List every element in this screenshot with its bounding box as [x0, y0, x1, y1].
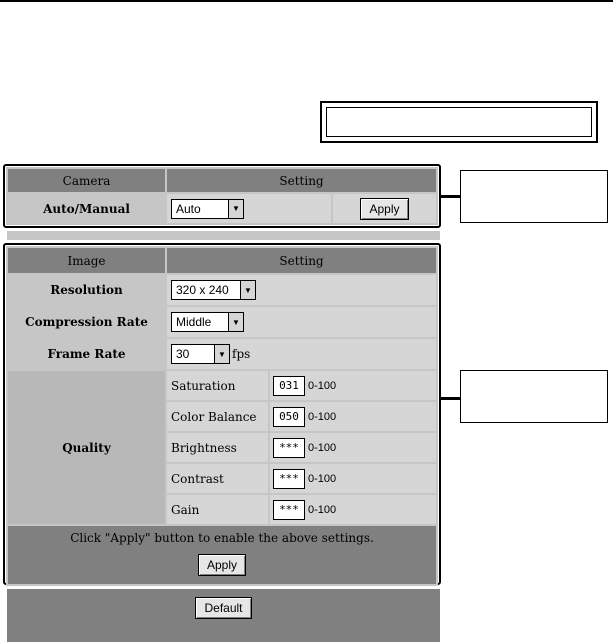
gain-range: 0-100: [308, 503, 337, 516]
saturation-range: 0-100: [308, 379, 337, 392]
camera-setting-header: Setting: [167, 169, 436, 192]
saturation-input[interactable]: 031: [273, 376, 305, 396]
resolution-label: Resolution: [8, 275, 165, 305]
quality-label: Quality: [8, 371, 165, 524]
brightness-input[interactable]: ***: [273, 438, 305, 458]
brightness-range: 0-100: [308, 441, 337, 454]
chevron-down-icon: ▼: [228, 200, 243, 218]
frame-rate-unit: fps: [232, 347, 251, 361]
contrast-label: Contrast: [167, 464, 268, 493]
image-header: Image: [8, 248, 165, 273]
quality-callout-connector: [441, 397, 461, 400]
auto-manual-label: Auto/Manual: [8, 194, 165, 223]
section-divider: [7, 231, 440, 240]
saturation-label: Saturation: [167, 371, 268, 400]
compression-rate-label: Compression Rate: [8, 307, 165, 337]
resolution-select[interactable]: 320 x 240 ▼: [171, 280, 256, 300]
image-setting-header: Setting: [167, 248, 436, 273]
image-table: [6, 246, 438, 586]
gain-input[interactable]: ***: [273, 500, 305, 520]
color-balance-label: Color Balance: [167, 402, 268, 431]
gain-label: Gain: [167, 495, 268, 524]
camera-table: [6, 167, 438, 225]
contrast-range: 0-100: [308, 472, 337, 485]
auto-manual-select[interactable]: Auto ▼: [171, 199, 244, 219]
camera-apply-button[interactable]: Apply: [360, 198, 408, 220]
chevron-down-icon: ▼: [240, 281, 255, 299]
camera-callout-box: [460, 170, 608, 223]
color-balance-range: 0-100: [308, 410, 337, 423]
top-rule: [0, 0, 613, 2]
header-placeholder-box: [320, 101, 598, 143]
compression-rate-select[interactable]: Middle ▼: [171, 312, 244, 332]
default-section: [7, 589, 440, 642]
frame-rate-select[interactable]: 30 ▼: [171, 344, 230, 364]
chevron-down-icon: ▼: [228, 313, 243, 331]
brightness-label: Brightness: [167, 433, 268, 462]
frame-rate-label: Frame Rate: [8, 339, 165, 369]
apply-footer: [8, 526, 436, 584]
color-balance-input[interactable]: 050: [273, 407, 305, 427]
image-apply-button[interactable]: Apply: [198, 554, 246, 576]
camera-callout-connector: [441, 195, 461, 198]
chevron-down-icon: ▼: [214, 345, 229, 363]
quality-callout-box: [460, 370, 608, 423]
camera-header: Camera: [8, 169, 165, 192]
apply-instruction: Click "Apply" button to enable the above settings.: [70, 531, 374, 545]
contrast-input[interactable]: ***: [273, 469, 305, 489]
default-button[interactable]: Default: [195, 597, 251, 619]
